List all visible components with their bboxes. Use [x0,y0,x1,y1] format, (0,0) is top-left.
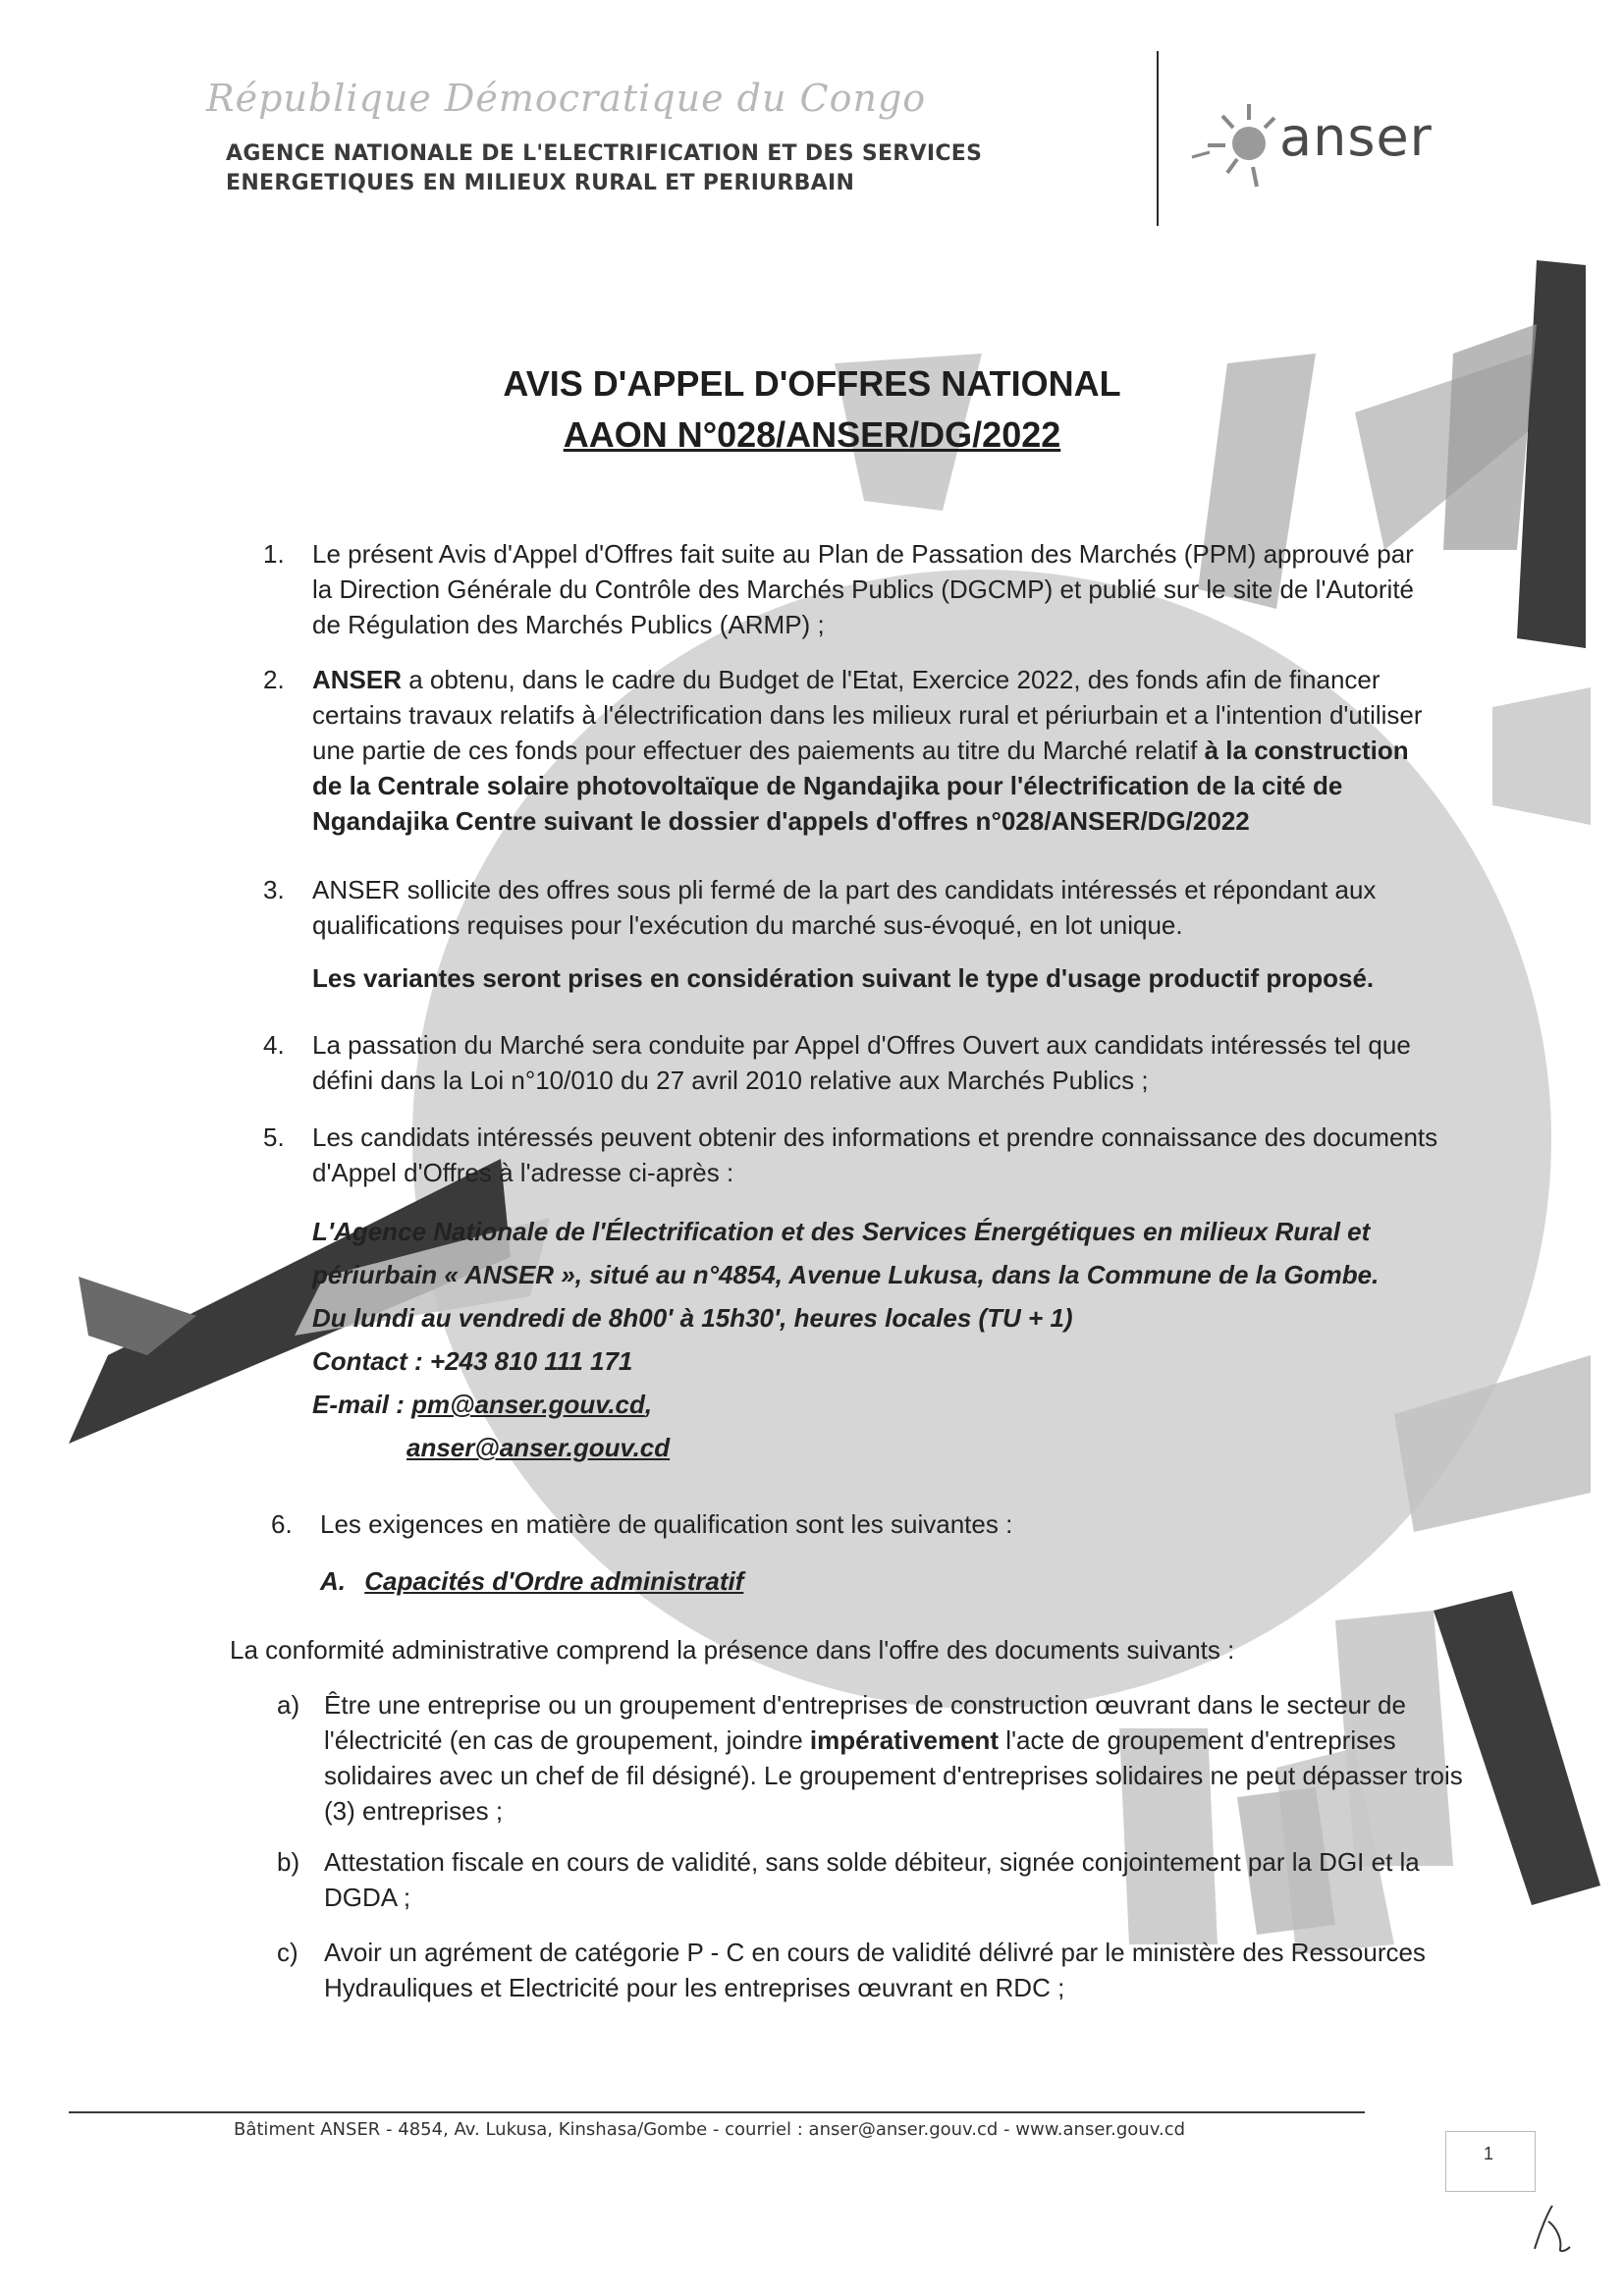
variantes-note: Les variantes seront prises en considération suivant le type d'usage productif proposé. [312,963,1375,993]
address-block [312,1210,1471,1469]
item-number: 1. [263,539,285,569]
sub-item-a-line [324,1722,1483,1758]
item-2-text-bold: à la construction [1204,736,1409,765]
item-1-text [312,536,1471,642]
item-5-line: d'Appel d'Offres à l'adresse ci-après : [312,1158,734,1187]
item-1-line: de Régulation des Marchés Publics (ARMP) ; [312,610,825,639]
item-number: 2. [263,665,285,694]
sub-item-a-normal: l'électricité (en cas de groupement, joindre [324,1725,810,1755]
page-number-box [1445,2131,1536,2192]
sun-rays-icon [1188,98,1276,196]
sub-item-c-line: Hydrauliques et Electricité pour les entreprises œuvrant en RDC ; [324,1973,1065,2002]
sub-item-b-text [324,1844,1483,1915]
notice-reference: AAON N°028/ANSER/DG/2022 [563,414,1061,455]
item-1-line: Le présent Avis d'Appel d'Offres fait suite au Plan de Passation des Marchés (PPM) approuvé par [312,539,1414,569]
item-4-text [312,1027,1471,1098]
sub-item-letter: a) [277,1690,300,1720]
section-a-heading [320,1563,743,1599]
email-link-anser[interactable]: anser@anser.gouv.cd [406,1433,671,1462]
notice-title: AVIS D'APPEL D'OFFRES NATIONAL [503,363,1121,404]
item-2-line: Ngandajika Centre suivant le dossier d'appels d'offres n°028/ANSER/DG/2022 [312,806,1250,836]
email-line [312,1383,1471,1426]
item-5-line: Les candidats intéressés peuvent obtenir des informations et prendre connaissance des documents [312,1122,1438,1152]
footer-divider [69,2111,1365,2113]
item-number: 6. [271,1509,293,1539]
page-number: 1 [1484,2144,1494,2163]
sub-item-b-line: Attestation fiscale en cours de validité, sans solde débiteur, signée conjointement par la DGI et la [324,1847,1420,1877]
sub-item-letter: c) [277,1938,298,1967]
item-4-line: La passation du Marché sera conduite par Appel d'Offres Ouvert aux candidats intéressés tel que [312,1030,1411,1060]
agency-name [226,139,982,198]
sub-item-a-line: solidaires avec un chef de fil désigné). Le groupement d'entreprises solidaires ne peut dépasser trois [324,1761,1463,1790]
email-label: E-mail : [312,1390,412,1419]
sub-item-a-line: Être une entreprise ou un groupement d'entreprises de construction œuvrant dans le secteur de [324,1690,1406,1720]
item-6-text: Les exigences en matière de qualification sont les suivantes : [320,1509,1013,1539]
handwritten-mark-icon [1527,2200,1576,2259]
sub-item-a-line: (3) entreprises ; [324,1796,504,1826]
footer-address: Bâtiment ANSER - 4854, Av. Lukusa, Kinshasa/Gombe - courriel : anser@anser.gouv.cd - www.anser.gouv.cd [234,2119,1186,2140]
office-hours: Du lundi au vendredi de 8h00' à 15h30', heures locales (TU + 1) [312,1303,1073,1333]
item-2-line [312,662,1471,697]
item-3-line: ANSER sollicite des offres sous pli fermé de la part des candidats intéressés et répondant aux [312,875,1377,904]
sub-item-a-text [324,1687,1483,1829]
section-a-title: Capacités d'Ordre administratif [364,1566,744,1596]
item-2-line: certains travaux relatifs à l'électrification dans les milieux rural et périurbain et a l'intention d'utiliser [312,700,1423,730]
sub-item-c-text [324,1935,1483,2005]
email-link-pm[interactable]: pm@anser.gouv.cd [411,1390,645,1419]
email-line [312,1426,1471,1469]
item-2-text-rest: a obtenu, dans le cadre du Budget de l'Etat, Exercice 2022, des fonds afin de financer [402,665,1380,694]
item-2-line: de la Centrale solaire photovoltaïque de Ngandajika pour l'électrification de la cité de [312,771,1343,800]
header-divider [1157,51,1159,226]
item-4-line: défini dans la Loi n°10/010 du 27 avril 2010 relative aux Marchés Publics ; [312,1066,1149,1095]
item-3-line: qualifications requises pour l'exécution du marché sus-évoqué, en lot unique. [312,910,1183,940]
item-2-line [312,733,1471,768]
item-2-text-normal: une partie de ces fonds pour effectuer des paiements au titre du Marché relatif [312,736,1205,765]
republic-heading: République Démocratique du Congo [206,77,927,120]
agency-name-line1: AGENCE NATIONALE DE L'ELECTRIFICATION ET DES SERVICES [226,141,983,166]
item-5-text [312,1120,1471,1190]
anser-logo [1188,98,1443,196]
item-number: 4. [263,1030,285,1060]
item-3-text [312,872,1471,943]
logo-wordmark: anser [1279,106,1433,168]
item-number: 5. [263,1122,285,1152]
sub-item-a-bold: impérativement [809,1725,1000,1755]
conformite-intro: La conformité administrative comprend la présence dans l'offre des documents suivants : [230,1635,1235,1665]
item-1-line: la Direction Générale du Contrôle des Marchés Publics (DGCMP) et publié sur le site de l'Autorité [312,574,1415,604]
agency-name-line2: ENERGETIQUES EN MILIEUX RURAL ET PERIURBAIN [226,171,855,195]
sub-item-b-line: DGDA ; [324,1883,411,1912]
contact-phone: Contact : +243 810 111 171 [312,1346,633,1376]
item-number: 3. [263,875,285,904]
address-line: L'Agence Nationale de l'Électrification et des Services Énergétiques en milieux Rural et [312,1217,1371,1246]
anser-bold: ANSER [312,665,403,694]
item-2-text [312,662,1471,839]
section-a-letter: A. [320,1566,346,1596]
email-separator: , [644,1390,653,1419]
sub-item-letter: b) [277,1847,300,1877]
sub-item-a-rest: l'acte de groupement d'entreprises [999,1725,1396,1755]
address-line: périurbain « ANSER », situé au n°4854, Avenue Lukusa, dans la Commune de la Gombe. [312,1260,1380,1289]
sub-item-c-line: Avoir un agrément de catégorie P - C en cours de validité délivré par le ministère des Ressources [324,1938,1426,1967]
